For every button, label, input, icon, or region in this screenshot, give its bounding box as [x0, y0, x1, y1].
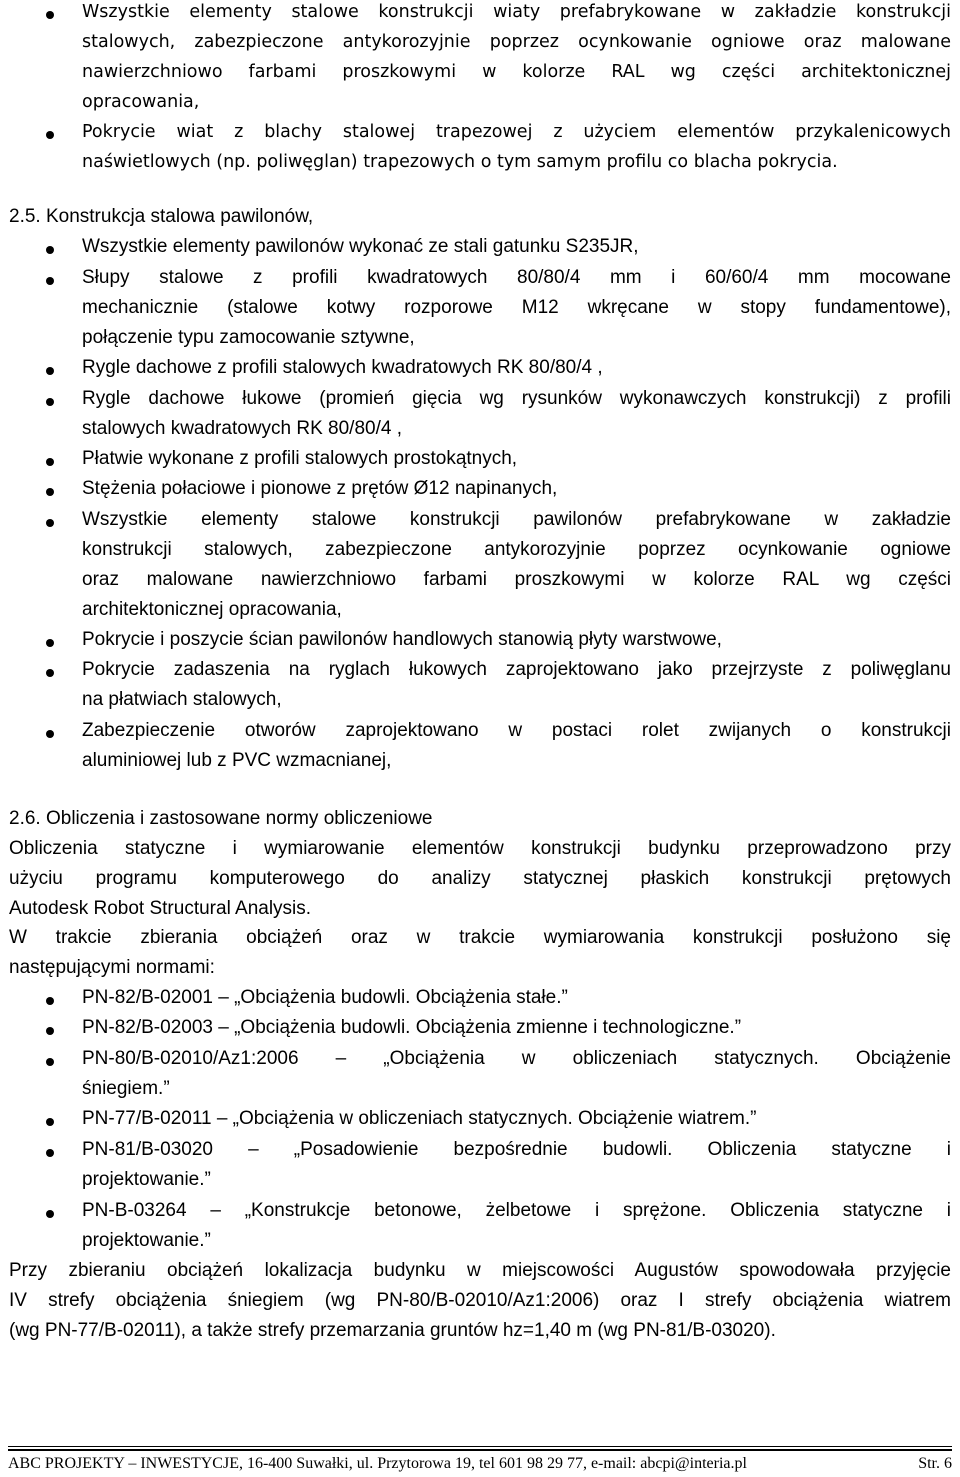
bullet-point — [46, 398, 54, 406]
bullet-point — [46, 1149, 54, 1157]
list-item-line: PN-82/B-02003 – „Obciążenia budowli. Obciążenia zmienne i technologiczne.” — [82, 1017, 742, 1038]
bullet-point — [46, 11, 54, 19]
list-item-line: opracowania, — [82, 92, 200, 112]
list-item-line: Słupy stalowe z profili kwadratowych 80/80/4 mm i 60/60/4 mm mocowane — [82, 267, 951, 288]
bullet-point — [46, 1058, 54, 1066]
bullet-point — [46, 997, 54, 1005]
bullet-point — [46, 730, 54, 738]
list-item-line: Pokrycie zadaszenia na ryglach łukowych zaprojektowano jako przejrzyste z poliwęglanu — [82, 659, 951, 680]
footer-rule-thin — [8, 1446, 952, 1447]
list-item-line: Wszystkie elementy stalowe konstrukcji wiaty prefabrykowane w zakładzie konstrukcji — [82, 2, 951, 22]
bullet-point — [46, 519, 54, 527]
bullet-point — [46, 639, 54, 647]
list-item-line: PN-B-03264 – „Konstrukcje betonowe, żelbetowe i sprężone. Obliczenia statyczne i — [82, 1200, 951, 1221]
paragraph-line: Autodesk Robot Structural Analysis. — [9, 898, 312, 919]
list-item-line: Rygle dachowe z profili stalowych kwadratowych RK 80/80/4 , — [82, 357, 603, 378]
list-item-line: stalowych, zabezpieczone antykorozyjnie poprzez ocynkowanie ogniowe oraz malowane — [82, 32, 951, 52]
paragraph-line: W trakcie zbierania obciążeń oraz w trakcie wymiarowania konstrukcji posłużono się — [9, 927, 951, 948]
list-item-line: Zabezpieczenie otworów zaprojektowano w postaci rolet zwijanych o konstrukcji — [82, 720, 951, 741]
list-item-line: aluminiowej lub z PVC wzmacnianej, — [82, 750, 392, 771]
list-item-line: śniegiem.” — [82, 1078, 170, 1099]
footer-rule-thick — [8, 1449, 952, 1451]
list-item-line: Pokrycie wiat z blachy stalowej trapezowej z użyciem elementów przykalenicowych — [82, 122, 951, 142]
list-item-line: stalowych kwadratowych RK 80/80/4 , — [82, 418, 402, 439]
list-item-line: połączenie typu zamocowanie sztywne, — [82, 327, 415, 348]
list-item-line: konstrukcji stalowych, zabezpieczone antykorozyjnie poprzez ocynkowanie ogniowe — [82, 539, 951, 560]
list-item-line: Pokrycie i poszycie ścian pawilonów handlowych stanowią płyty warstwowe, — [82, 629, 722, 650]
list-item-line: naświetlowych (np. poliwęglan) trapezowych o tym samym profilu co blacha pokrycia. — [82, 152, 838, 172]
list-item-line: projektowanie.” — [82, 1169, 211, 1190]
list-item-line: oraz malowane nawierzchniowo farbami proszkowymi w kolorze RAL wg części — [82, 569, 951, 590]
list-item-line: PN-82/B-02001 – „Obciążenia budowli. Obciążenia stałe.” — [82, 987, 568, 1008]
section-heading: 2.6. Obliczenia i zastosowane normy obliczeniowe — [9, 808, 433, 829]
footer-company-info: ABC PROJEKTY – INWESTYCJE, 16-400 Suwałki, ul. Przytorowa 19, tel 601 98 29 77, e-mail: abcpi@interia.pl — [8, 1455, 747, 1472]
bullet-point — [46, 246, 54, 254]
list-item-line: Rygle dachowe łukowe (promień gięcia wg rysunków wykonawczych konstrukcji) z profili — [82, 388, 951, 409]
paragraph-line: IV strefy obciążenia śniegiem (wg PN-80/B-02010/Az1:2006) oraz I strefy obciążenia wiatrem — [9, 1290, 951, 1311]
bullet-point — [46, 367, 54, 375]
list-item-line: Płatwie wykonane z profili stalowych prostokątnych, — [82, 448, 518, 469]
paragraph-line: Obliczenia statyczne i wymiarowanie elementów konstrukcji budynku przeprowadzono przy — [9, 838, 951, 859]
bullet-point — [46, 458, 54, 466]
bullet-point — [46, 1027, 54, 1035]
paragraph-line: użyciu programu komputerowego do analizy statycznej płaskich konstrukcji prętowych — [9, 868, 951, 889]
list-item-line: PN-77/B-02011 – „Obciążenia w obliczeniach statycznych. Obciążenie wiatrem.” — [82, 1108, 757, 1129]
bullet-point — [46, 669, 54, 677]
list-item-line: architektonicznej opracowania, — [82, 599, 342, 620]
list-item-line: Stężenia połaciowe i pionowe z prętów Ø12 napinanych, — [82, 478, 558, 499]
list-item-line: na płatwiach stalowych, — [82, 689, 282, 710]
bullet-point — [46, 1118, 54, 1126]
section-heading: 2.5. Konstrukcja stalowa pawilonów, — [9, 206, 314, 227]
list-item-line: mechanicznie (stalowe kotwy rozporowe M12 wkręcane w stopy fundamentowe), — [82, 297, 951, 318]
bullet-point — [46, 131, 54, 139]
page-number: Str. 6 — [918, 1455, 952, 1472]
list-item-line: PN-81/B-03020 – „Posadowienie bezpośrednie budowli. Obliczenia statyczne i — [82, 1139, 951, 1160]
list-item-line: Wszystkie elementy pawilonów wykonać ze stali gatunku S235JR, — [82, 236, 639, 257]
list-item-line: projektowanie.” — [82, 1230, 211, 1251]
paragraph-line: następującymi normami: — [9, 957, 215, 978]
bullet-point — [46, 488, 54, 496]
list-item-line: nawierzchniowo farbami proszkowymi w kolorze RAL wg części architektonicznej — [82, 62, 951, 82]
paragraph-line: (wg PN-77/B-02011), a także strefy przemarzania gruntów hz=1,40 m (wg PN-81/B-03020). — [9, 1320, 776, 1341]
paragraph-line: Przy zbieraniu obciążeń lokalizacja budynku w miejscowości Augustów spowodowała przyjęcie — [9, 1260, 951, 1281]
list-item-line: PN-80/B-02010/Az1:2006 – „Obciążenia w obliczeniach statycznych. Obciążenie — [82, 1048, 951, 1069]
list-item-line: Wszystkie elementy stalowe konstrukcji pawilonów prefabrykowane w zakładzie — [82, 509, 951, 530]
bullet-point — [46, 277, 54, 285]
bullet-point — [46, 1210, 54, 1218]
